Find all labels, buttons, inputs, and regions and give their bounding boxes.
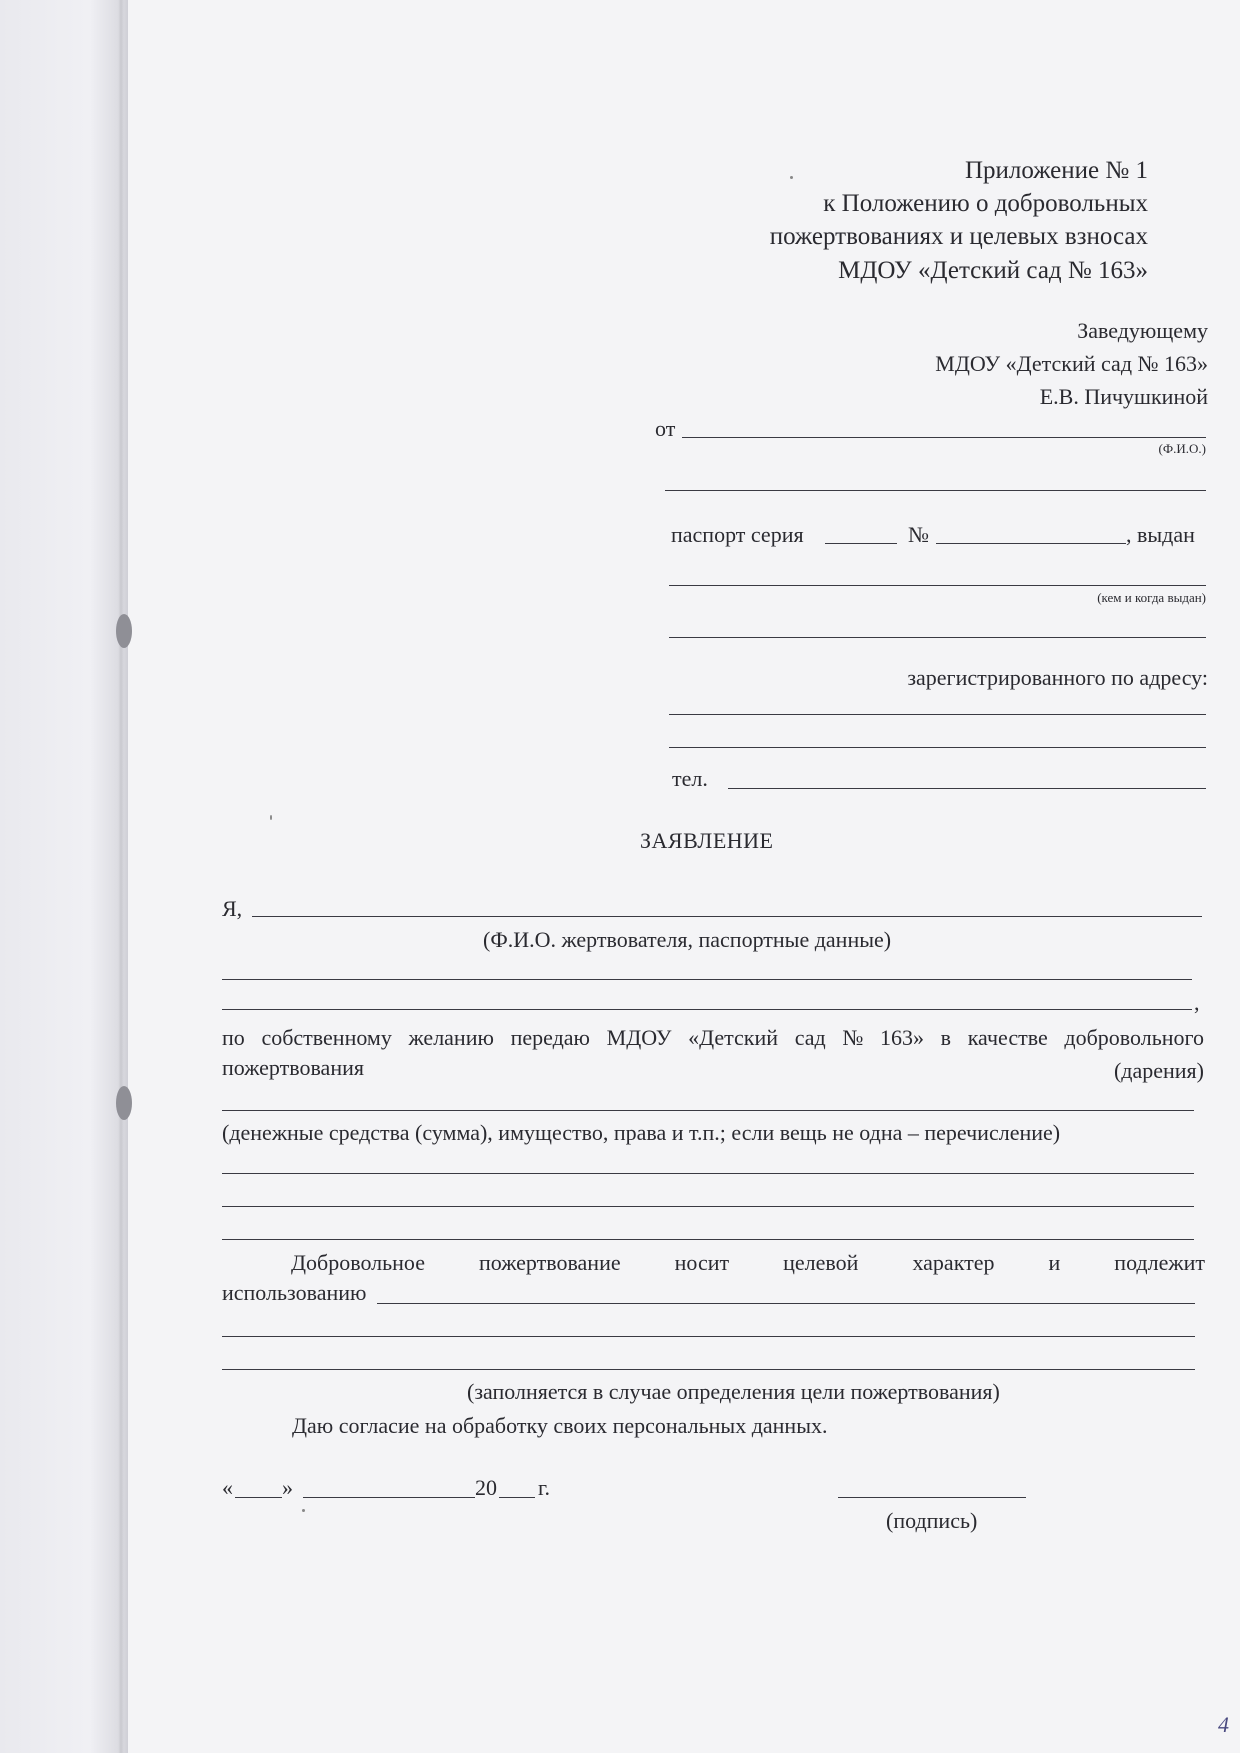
document-title: ЗАЯВЛЕНИЕ: [640, 828, 774, 853]
addressee-line-1: Заведующему: [1077, 318, 1208, 343]
date-year-line: [499, 1497, 535, 1498]
binding-margin: [0, 0, 128, 1753]
usage-word: использованию: [222, 1280, 367, 1305]
purpose-statement: [291, 1250, 1205, 1276]
address-line-1: [669, 714, 1206, 715]
transfer-word: 163»: [880, 1025, 924, 1050]
phone-label: тел.: [672, 766, 708, 791]
appendix-line-1: Приложение № 1: [964, 157, 1148, 184]
signature-line: [838, 1497, 1026, 1498]
passport-series-label: паспорт серия: [671, 522, 804, 547]
from-label: от: [655, 416, 676, 441]
donor-line-2: [222, 979, 1192, 980]
date-month-line: [303, 1497, 475, 1498]
transfer-word: №: [842, 1025, 864, 1050]
purpose-hint: (заполняется в случае определения цели пожертвования): [467, 1379, 1000, 1404]
transfer-word: «Детский: [688, 1025, 779, 1050]
transfer-word: качестве: [967, 1025, 1048, 1050]
purpose-word: носит: [674, 1250, 730, 1275]
punch-hole-top: [116, 614, 132, 648]
passport-series-line: [825, 543, 897, 544]
transfer-word: добровольного: [1064, 1025, 1204, 1050]
consent-text: Даю согласие на обработку своих персональных данных.: [292, 1413, 828, 1438]
appendix-line-3: пожертвованиях и целевых взносах: [769, 223, 1148, 250]
purpose-word: и: [1048, 1250, 1061, 1275]
fio-hint: (Ф.И.О.): [1158, 441, 1206, 456]
year-prefix: 20: [475, 1475, 497, 1500]
transfer-word: передаю: [510, 1025, 590, 1050]
purpose-word: Добровольное: [291, 1250, 425, 1275]
passport-number-line: [936, 543, 1126, 544]
appendix-line-4: МДОУ «Детский сад № 163»: [838, 257, 1148, 284]
transfer-word: желанию: [408, 1025, 494, 1050]
passport-issued-label: , выдан: [1126, 522, 1195, 547]
date-day-line: [235, 1497, 282, 1498]
property-line-2: [222, 1173, 1194, 1174]
transfer-statement: [222, 1025, 1204, 1051]
transfer-word: в: [940, 1025, 952, 1050]
purpose-word: целевой: [783, 1250, 859, 1275]
issued-hint: (кем и когда выдан): [1097, 590, 1206, 605]
transfer-word: МДОУ: [606, 1025, 672, 1050]
fio-line: [682, 437, 1206, 438]
scan-speck: [270, 815, 272, 820]
donor-hint: (Ф.И.О. жертвователя, паспортные данные): [483, 927, 892, 952]
transfer-word: собственному: [261, 1025, 392, 1050]
fio-line-2: [665, 490, 1206, 491]
donor-line-3: [222, 1009, 1192, 1010]
purpose-word: пожертвование: [478, 1250, 621, 1275]
phone-line: [728, 788, 1206, 789]
usage-line-3: [222, 1369, 1195, 1370]
issued-line-2: [669, 637, 1206, 638]
usage-line: [377, 1303, 1195, 1304]
date-close-quote: »: [282, 1475, 293, 1500]
page-number-mark: 4: [1218, 1712, 1229, 1737]
year-suffix: г.: [538, 1475, 551, 1500]
scan-speck: [790, 176, 793, 179]
binding-fold: [118, 0, 124, 1753]
donation-word: пожертвования: [222, 1055, 364, 1080]
i-label: Я,: [222, 896, 243, 921]
registered-label: зарегистрированного по адресу:: [907, 665, 1208, 690]
usage-line-2: [222, 1336, 1195, 1337]
addressee-line-2: МДОУ «Детский сад № 163»: [935, 351, 1208, 376]
donor-comma: ,: [1194, 990, 1200, 1015]
transfer-word: по: [222, 1025, 245, 1050]
punch-hole-bottom: [116, 1086, 132, 1120]
date-open-quote: «: [222, 1475, 233, 1500]
purpose-word: характер: [912, 1250, 995, 1275]
signature-hint: (подпись): [886, 1508, 978, 1533]
purpose-word: подлежит: [1114, 1250, 1205, 1275]
property-line: [222, 1110, 1194, 1111]
address-line-2: [669, 747, 1206, 748]
addressee-line-3: Е.В. Пичушкиной: [1039, 384, 1208, 409]
appendix-line-2: к Положению о добровольных: [823, 190, 1148, 217]
passport-number-label: №: [908, 522, 929, 547]
issued-line: [669, 585, 1206, 586]
donor-line: [252, 916, 1202, 917]
property-line-3: [222, 1206, 1194, 1207]
transfer-word: сад: [794, 1025, 826, 1050]
scan-speck: [302, 1509, 305, 1512]
property-hint: (денежные средства (сумма), имущество, права и т.п.; если вещь не одна – перечисление): [222, 1120, 1061, 1145]
property-line-4: [222, 1239, 1194, 1240]
gift-word: (дарения): [1113, 1058, 1204, 1083]
